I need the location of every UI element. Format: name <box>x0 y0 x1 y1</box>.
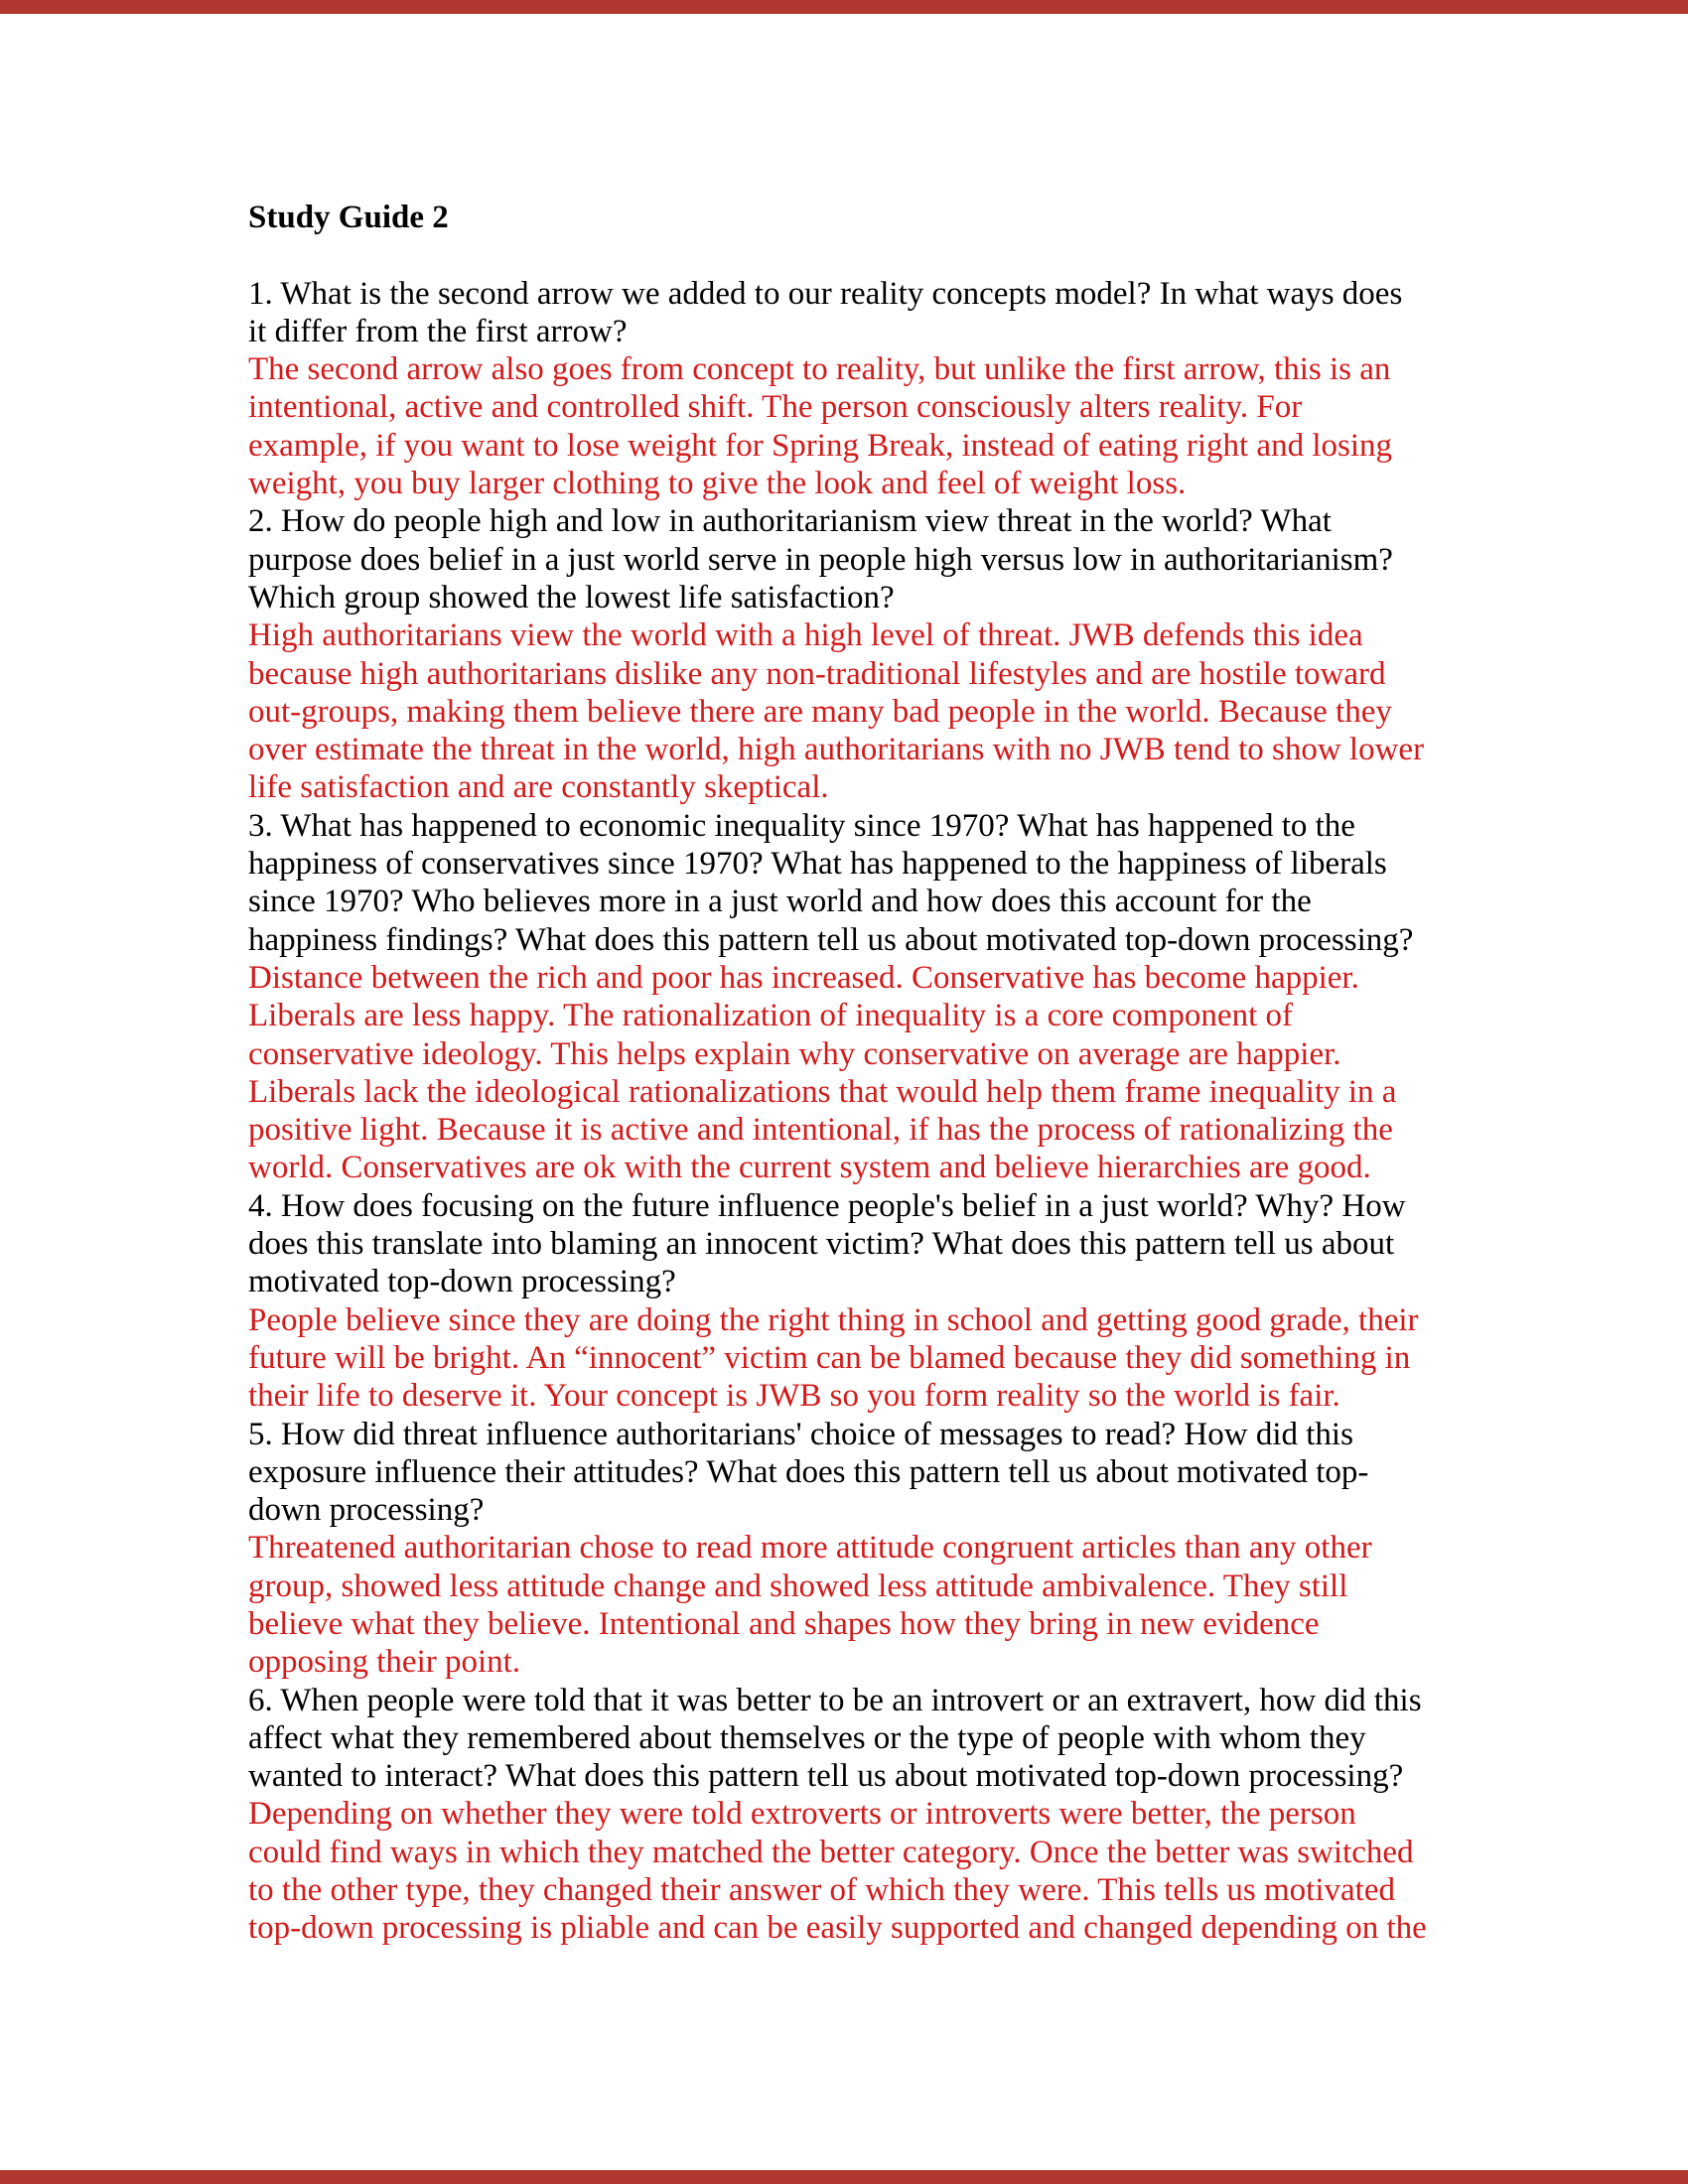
answer-5 <box>248 1529 1470 1681</box>
answer-line: Depending on whether they were told extroverts or introverts were better, the person <box>248 1796 1356 1833</box>
question-line: down processing? <box>248 1492 485 1529</box>
answer-line: weight, you buy larger clothing to give the look and feel of weight loss. <box>248 466 1187 502</box>
question-line: exposure influence their attitudes? What does this pattern tell us about motivated top- <box>248 1453 1369 1490</box>
answer-line: High authoritarians view the world with a high level of threat. JWB defends this idea <box>248 617 1363 654</box>
answer-line: over estimate the threat in the world, high authoritarians with no JWB tend to show lower <box>248 732 1425 768</box>
question-line: affect what they remembered about themselves or the type of people with whom they <box>248 1719 1366 1756</box>
answer-line: opposing their point. <box>248 1644 521 1681</box>
answer-line: top-down processing is pliable and can be easily supported and changed depending on the <box>248 1910 1427 1947</box>
question-5 <box>248 1416 1470 1530</box>
answer-line: to the other type, they changed their answer of which they were. This tells us motivated <box>248 1872 1395 1909</box>
answer-line: Threatened authoritarian chose to read more attitude congruent articles than any other <box>248 1530 1372 1567</box>
question-line: 2. How do people high and low in authoritarianism view threat in the world? What <box>248 503 1332 540</box>
question-line: 6. When people were told that it was better to be an introvert or an extravert, how did this <box>248 1682 1422 1718</box>
question-line: motivated top-down processing? <box>248 1264 676 1300</box>
answer-line: believe what they believe. Intentional and shapes how they bring in new evidence <box>248 1605 1320 1642</box>
answer-line: Distance between the rich and poor has increased. Conservative has become happier. <box>248 959 1359 996</box>
answer-line: their life to deserve it. Your concept is JWB so you form reality so the world is fair. <box>248 1378 1340 1415</box>
answer-line: intentional, active and controlled shift. The person consciously alters reality. For <box>248 389 1303 426</box>
question-line: does this translate into blaming an innocent victim? What does this pattern tell us about <box>248 1226 1395 1263</box>
page-top-edge-bar <box>0 0 1688 14</box>
question-3 <box>248 807 1470 959</box>
answer-line: example, if you want to lose weight for Spring Break, instead of eating right and losing <box>248 427 1393 464</box>
document-title: Study Guide 2 <box>248 200 449 235</box>
page-bottom-edge-bar <box>0 2170 1688 2184</box>
answer-line: group, showed less attitude change and showed less attitude ambivalence. They still <box>248 1568 1348 1604</box>
answer-1 <box>248 350 1470 502</box>
answer-line: Liberals are less happy. The rationalization of inequality is a core component of <box>248 998 1293 1034</box>
answer-line: The second arrow also goes from concept to reality, but unlike the first arrow, this is an <box>248 351 1391 388</box>
answer-6 <box>248 1795 1470 1947</box>
answer-line: because high authoritarians dislike any non-traditional lifestyles and are hostile toward <box>248 655 1386 692</box>
answer-line: world. Conservatives are ok with the current system and believe hierarchies are good. <box>248 1150 1371 1186</box>
question-line: happiness findings? What does this pattern tell us about motivated top-down processing? <box>248 921 1414 958</box>
question-6 <box>248 1682 1470 1796</box>
answer-3 <box>248 959 1470 1187</box>
answer-4 <box>248 1301 1470 1416</box>
answer-line: People believe since they are doing the right thing in school and getting good grade, their <box>248 1301 1419 1338</box>
question-line: Which group showed the lowest life satisfaction? <box>248 579 895 615</box>
answer-line: Liberals lack the ideological rationalizations that would help them frame inequality in a <box>248 1073 1397 1110</box>
blank-line <box>248 236 1470 274</box>
document-content <box>248 199 1470 1948</box>
question-line: 5. How did threat influence authoritarians' choice of messages to read? How did this <box>248 1416 1353 1452</box>
answer-line: conservative ideology. This helps explain why conservative on average are happier. <box>248 1035 1341 1072</box>
answer-line: positive light. Because it is active and intentional, if has the process of rationalizing the <box>248 1112 1393 1149</box>
question-2 <box>248 502 1470 616</box>
question-line: wanted to interact? What does this pattern tell us about motivated top-down processing? <box>248 1758 1404 1795</box>
answer-line: life satisfaction and are constantly skeptical. <box>248 769 829 806</box>
answer-line: out-groups, making them believe there are many bad people in the world. Because they <box>248 693 1392 730</box>
question-1 <box>248 275 1470 351</box>
question-line: 1. What is the second arrow we added to our reality concepts model? In what ways does <box>248 275 1403 312</box>
question-line: purpose does belief in a just world serve in people high versus low in authoritarianism? <box>248 541 1393 578</box>
answer-line: future will be bright. An “innocent” victim can be blamed because they did something in <box>248 1339 1411 1376</box>
answer-line: could find ways in which they matched the better category. Once the better was switched <box>248 1834 1414 1870</box>
question-line: since 1970? Who believes more in a just world and how does this account for the <box>248 884 1312 920</box>
question-line: happiness of conservatives since 1970? What has happened to the happiness of liberals <box>248 846 1387 883</box>
answer-2 <box>248 616 1470 806</box>
qa-list <box>248 275 1470 1948</box>
question-line: 3. What has happened to economic inequality since 1970? What has happened to the <box>248 807 1355 844</box>
question-line: 4. How does focusing on the future influence people's belief in a just world? Why? How <box>248 1187 1406 1224</box>
question-line: it differ from the first arrow? <box>248 313 628 349</box>
question-4 <box>248 1187 1470 1301</box>
